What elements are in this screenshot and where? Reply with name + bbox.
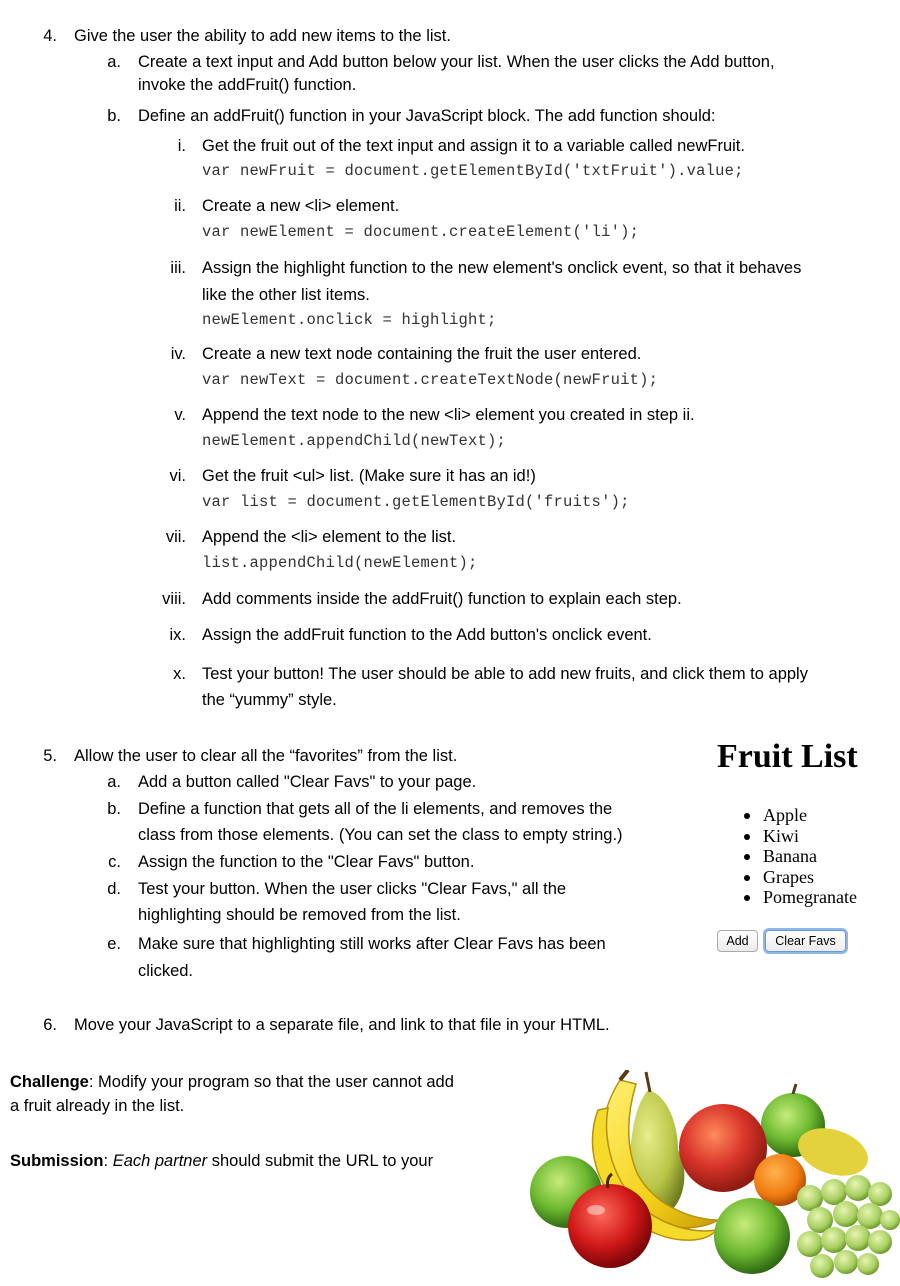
code-snippet: var newText = document.createTextNode(newFruit); <box>202 371 659 389</box>
challenge-text-line-2: a fruit already in the list. <box>10 1097 185 1115</box>
substep-text: Append the <li> element to the list. <box>202 528 457 546</box>
substep-number: ii. <box>174 197 186 215</box>
substep-number: vi. <box>169 467 186 485</box>
step-5-item-text: class from those elements. (You can set the class to empty string.) <box>138 826 623 844</box>
fruit-list-item[interactable]: Banana <box>735 846 857 867</box>
code-snippet: list.appendChild(newElement); <box>202 554 478 572</box>
step-5-item-text: Make sure that highlighting still works after Clear Favs has been <box>138 935 606 953</box>
substep-text: like the other list items. <box>202 286 370 304</box>
submission-text: should submit the URL to your <box>207 1152 434 1170</box>
step-4a-line-1: Create a text input and Add button below your list. When the user clicks the Add button, <box>138 53 775 71</box>
step-5-letter: c. <box>108 853 121 871</box>
step-5-letter: d. <box>107 880 121 898</box>
substep-number: v. <box>174 406 186 424</box>
fruit-list-item[interactable]: Apple <box>735 805 857 826</box>
substep-text: Test your button! The user should be able to add new fruits, and click them to apply <box>202 665 808 683</box>
substep-number: vii. <box>165 528 186 546</box>
submission-sep: : <box>103 1152 113 1170</box>
substep-text: Create a new text node containing the fruit the user entered. <box>202 345 642 363</box>
step-6-number: 6. <box>43 1016 57 1034</box>
substep-number: iv. <box>170 345 186 363</box>
step-4-text: Give the user the ability to add new items to the list. <box>74 27 451 45</box>
substep-number: iii. <box>170 259 186 277</box>
challenge-text: : Modify your program so that the user cannot add <box>88 1073 454 1091</box>
step-5-item-text: Define a function that gets all of the li elements, and removes the <box>138 800 613 818</box>
fruit-list-item[interactable]: Kiwi <box>735 826 857 847</box>
fruit-list-item[interactable]: Pomegranate <box>735 887 857 908</box>
substep-text: Assign the highlight function to the new element's onclick event, so that it behaves <box>202 259 802 277</box>
grapes-icon <box>797 1175 900 1278</box>
step-5-number: 5. <box>43 747 57 765</box>
code-snippet: var list = document.getElementById('fruits'); <box>202 493 630 511</box>
code-snippet: newElement.onclick = highlight; <box>202 311 497 329</box>
substep-text: Add comments inside the addFruit() function to explain each step. <box>202 590 682 608</box>
step-4a-letter: a. <box>107 53 121 71</box>
substep-number: x. <box>173 665 186 683</box>
substep-text: the “yummy” style. <box>202 691 337 709</box>
submission-paragraph <box>10 1152 433 1171</box>
substep-number: viii. <box>162 590 186 608</box>
step-4b-text: Define an addFruit() function in your JavaScript block. The add function should: <box>138 107 716 125</box>
red-apple-icon <box>679 1104 767 1192</box>
fruit-list-title: Fruit List <box>717 738 858 775</box>
green-apple-icon <box>714 1198 790 1274</box>
submission-emphasis: Each partner <box>112 1152 208 1170</box>
step-5-letter: b. <box>107 800 121 818</box>
step-5-item-text: Assign the function to the "Clear Favs" button. <box>138 853 475 871</box>
fruit-list <box>735 805 857 908</box>
challenge-paragraph <box>10 1073 454 1092</box>
step-5-item-text: highlighting should be removed from the list. <box>138 906 461 924</box>
substep-text: Append the text node to the new <li> element you created in step ii. <box>202 406 695 424</box>
step-5-item-text: clicked. <box>138 962 194 980</box>
substep-number: ix. <box>169 626 186 644</box>
substep-text: Create a new <li> element. <box>202 197 400 215</box>
substep-text: Assign the addFruit function to the Add button's onclick event. <box>202 626 652 644</box>
code-snippet: newElement.appendChild(newText); <box>202 432 507 450</box>
step-4-number: 4. <box>43 27 57 45</box>
step-5-item-text: Add a button called "Clear Favs" to your page. <box>138 773 477 791</box>
add-button[interactable]: Add <box>717 930 758 952</box>
submission-label: Submission <box>10 1152 104 1170</box>
substep-text: Get the fruit <ul> list. (Make sure it has an id!) <box>202 467 536 485</box>
substep-number: i. <box>177 137 186 155</box>
clear-favs-button[interactable]: Clear Favs <box>765 930 846 952</box>
substep-text: Get the fruit out of the text input and assign it to a variable called newFruit. <box>202 137 745 155</box>
step-5-letter: a. <box>107 773 121 791</box>
step-5-letter: e. <box>107 935 121 953</box>
fruit-illustration <box>528 1070 900 1286</box>
step-5-item-text: Test your button. When the user clicks "Clear Favs," all the <box>138 880 567 898</box>
step-4b-letter: b. <box>107 107 121 125</box>
code-snippet: var newFruit = document.getElementById('txtFruit').value; <box>202 162 744 180</box>
challenge-label: Challenge <box>10 1073 89 1091</box>
step-6-text: Move your JavaScript to a separate file, and link to that file in your HTML. <box>74 1016 610 1034</box>
step-5-text: Allow the user to clear all the “favorites” from the list. <box>74 747 458 765</box>
code-snippet: var newElement = document.createElement('li'); <box>202 223 640 241</box>
fruit-list-item[interactable]: Grapes <box>735 867 857 888</box>
step-4a-line-2: invoke the addFruit() function. <box>138 76 357 94</box>
